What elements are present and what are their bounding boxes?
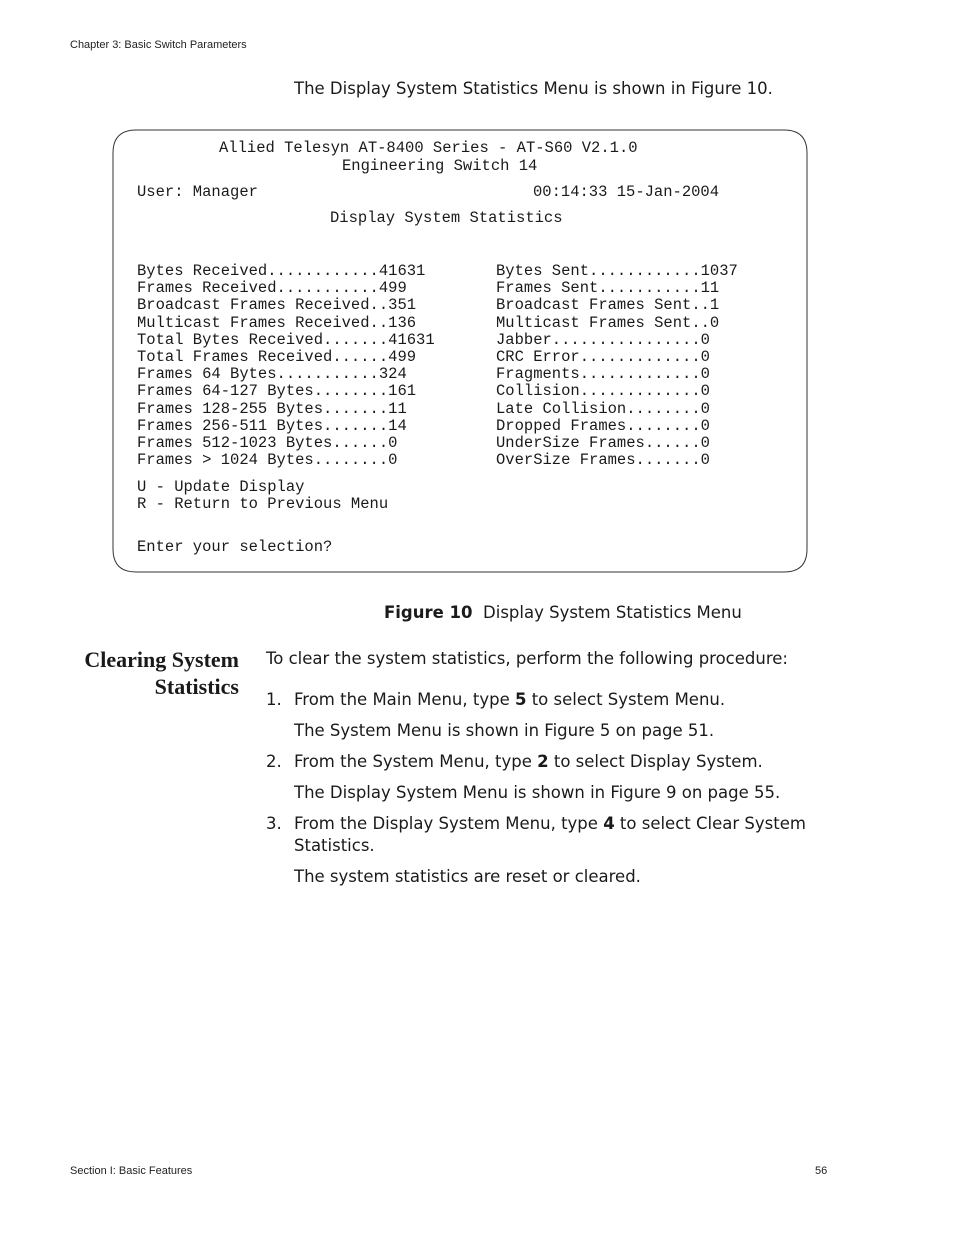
stat-line: Total Bytes Received.......41631 xyxy=(137,330,435,349)
running-header: Chapter 3: Basic Switch Parameters xyxy=(70,39,247,51)
terminal-title: Allied Telesyn AT-8400 Series - AT-S60 V2.1.0 xyxy=(219,139,638,157)
step-text: From the Display System Menu, type 4 to select Clear System xyxy=(294,814,806,833)
stat-line: CRC Error.............0 xyxy=(496,348,710,367)
step-text-continued: Statistics. xyxy=(294,836,375,855)
intro-sentence: The Display System Statistics Menu is shown in Figure 10. xyxy=(294,79,773,98)
step-text: From the Main Menu, type 5 to select System Menu. xyxy=(294,690,726,709)
stat-line: Bytes Sent............1037 xyxy=(496,262,738,280)
terminal-datetime: 00:14:33 15-Jan-2004 xyxy=(533,183,720,201)
stat-line: Multicast Frames Received..136 xyxy=(137,313,417,332)
section-heading-line: Clearing System xyxy=(84,647,239,672)
step-note: The System Menu is shown in Figure 5 on page 51. xyxy=(294,721,715,740)
stat-line: Frames 128-255 Bytes.......11 xyxy=(137,399,407,418)
stat-line: Fragments.............0 xyxy=(496,365,710,384)
received-stats-column xyxy=(137,263,435,469)
running-footer: Section I: Basic Features xyxy=(70,1165,193,1177)
figure-title: Display System Statistics Menu xyxy=(483,603,742,622)
update-display-option: U - Update Display xyxy=(137,478,305,496)
stat-line: Frames > 1024 Bytes........0 xyxy=(137,451,398,470)
terminal-options xyxy=(137,479,388,513)
stat-line: Bytes Received............41631 xyxy=(137,262,426,280)
stat-line: Frames Received...........499 xyxy=(137,279,407,298)
step-note: The Display System Menu is shown in Figure 9 on page 55. xyxy=(294,783,781,802)
terminal-user: User: Manager xyxy=(137,183,258,201)
sent-stats-column xyxy=(496,263,738,469)
stat-line: Frames 64-127 Bytes........161 xyxy=(137,382,417,401)
stat-line: Jabber................0 xyxy=(496,330,710,349)
terminal-subtitle: Engineering Switch 14 xyxy=(342,157,538,175)
stat-line: UnderSize Frames......0 xyxy=(496,434,710,453)
step-number: 1. xyxy=(266,690,282,709)
stat-line: Frames 512-1023 Bytes......0 xyxy=(137,434,398,453)
figure-label: Figure 10 xyxy=(384,603,473,622)
stat-line: Frames 256-511 Bytes.......14 xyxy=(137,416,407,435)
return-menu-option: R - Return to Previous Menu xyxy=(137,495,389,514)
stat-line: Late Collision........0 xyxy=(496,399,710,418)
step-text: From the System Menu, type 2 to select Display System. xyxy=(294,752,763,771)
stat-line: Broadcast Frames Sent..1 xyxy=(496,296,720,315)
stat-line: Broadcast Frames Received..351 xyxy=(137,296,417,315)
page-number: 56 xyxy=(815,1165,828,1177)
stat-line: Frames Sent...........11 xyxy=(496,279,720,298)
procedure-intro: To clear the system statistics, perform the following procedure: xyxy=(266,649,788,668)
section-heading xyxy=(40,646,239,700)
stat-line: Dropped Frames........0 xyxy=(496,416,710,435)
stat-line: Frames 64 Bytes...........324 xyxy=(137,365,407,384)
terminal-menu-title: Display System Statistics xyxy=(330,209,563,227)
step-number: 3. xyxy=(266,814,282,833)
stat-line: Collision.............0 xyxy=(496,382,710,401)
figure-caption xyxy=(384,603,742,622)
stat-line: Total Frames Received......499 xyxy=(137,348,417,367)
step-number: 2. xyxy=(266,752,282,771)
section-heading-line: Statistics xyxy=(154,674,239,699)
stat-line: OverSize Frames.......0 xyxy=(496,451,710,470)
step-note: The system statistics are reset or cleared. xyxy=(294,867,641,886)
terminal-prompt: Enter your selection? xyxy=(137,538,333,556)
stat-line: Multicast Frames Sent..0 xyxy=(496,313,720,332)
